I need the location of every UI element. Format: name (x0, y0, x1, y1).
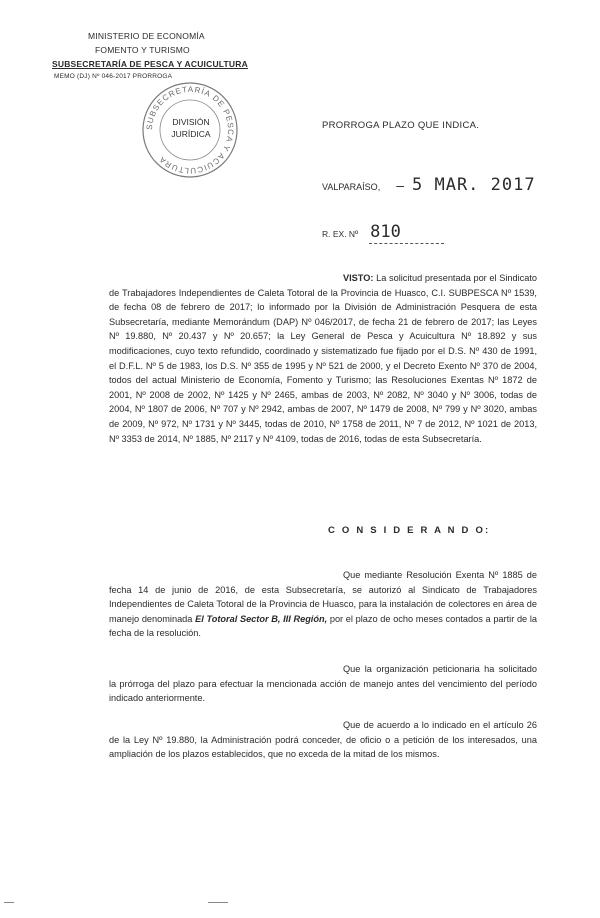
visto-paragraph (109, 271, 537, 446)
seal-center-text (164, 116, 218, 140)
seal-ring-text: SUBSECRETARÍA DE PESCA Y ACUICULTURA (144, 84, 236, 176)
date-city: VALPARAÍSO, (322, 182, 381, 192)
p1-text-start: Que mediante Resolución Exenta Nº 1885 de fecha 14 de junio de 2016, de esta Subsecretaría, se autorizó al Sindicato de Trabajadores Independientes de Caleta Totoral de la Provincia de Huasco, para la instalación de colectores en área de manejo denominada (109, 570, 537, 624)
p1-text-end: por el plazo de ocho meses contados a partir de la fecha de la resolución. (109, 613, 538, 639)
considerando-paragraph-3: Que de acuerdo a lo indicado en el artículo 26 de la Ley Nº 19.880, la Administración podrá conceder, de oficio o a petición de los interesados, una ampliación de los plazos establecidos, que no exceda de la mitad de los mismos. (109, 720, 537, 760)
resolution-number: 810 (370, 222, 401, 242)
date-line (322, 175, 536, 195)
resolution-line (322, 222, 401, 242)
considerando-paragraph-1 (109, 568, 537, 641)
ministry-name: MINISTERIO DE ECONOMÍA (88, 31, 205, 41)
resolution-label: R. EX. Nº (322, 229, 359, 239)
resolution-underline (369, 243, 444, 244)
p1-area-name: El Totoral Sector B, III Región, (195, 613, 328, 624)
date-dash: – (396, 177, 404, 193)
visto-text: La solicitud presentada por el Sindicato de Trabajadores Independientes de Caleta Totoral de la Provincia de Huasco, C.I. SUBPESCA Nº 1539, de fecha 08 de febrero de 2017; lo informado por la División de Administración Pesquera de esta Subsecretaría, mediante Memorándum (DAP) Nº 046/2017, de fecha 21 de febrero de 2017; las Leyes Nº 19.880, Nº 20.437 y Nº 20.657; la Ley General de Pesca y Acuicultura Nº 18.892 y sus modificaciones, cuyo texto refundido, coordinado y sistematizado fue fijado por el D.S. Nº 430 de 1991, el D.F.L. Nº 5 de 1983, los D.S. Nº 355 de 1995 y Nº 521 de 2000, y el Decreto Exento Nº 370 de 2004, todos del actual Ministerio de Economía, Fomento y Turismo; las Resoluciones Exentas Nº 1872 de 2001, Nº 2008 de 2002, Nº 1425 y Nº 2465, ambas de 2003, Nº 2082, Nº 3040 y Nº 3006, todas de 2004, Nº 1807 de 2006, Nº 707 y Nº 2942, ambas de 2007, Nº 1479 de 2008, Nº 799 y Nº 3020, ambas de 2009, Nº 972, Nº 1731 y Nº 3445, todas de 2010, Nº 1758 de 2011, Nº 7 de 2012, Nº 1021 de 2013, Nº 3353 de 2014, Nº 1885, Nº 2117 y Nº 4109, todas de 2016, todas de esta Subsecretaría. (109, 273, 537, 444)
subsecretaria-name: SUBSECRETARÍA DE PESCA Y ACUICULTURA (52, 59, 248, 69)
document-subject: PRORROGA PLAZO QUE INDICA. (322, 120, 480, 131)
ministry-subtitle: FOMENTO Y TURISMO (95, 45, 190, 55)
memo-reference: MEMO (DJ) Nº 046-2017 PRORROGA (54, 73, 173, 80)
seal-line-juridica: JURÍDICA (171, 129, 211, 139)
footer-mark-center (208, 902, 228, 903)
footer-mark-left (4, 902, 14, 903)
date-stamp: 5 MAR. 2017 (412, 175, 536, 195)
considerando-paragraph-2: Que la organización peticionaria ha solicitado la prórroga del plazo para efectuar la mencionada acción de manejo antes del vencimiento del período indicado anteriormente. (109, 664, 537, 704)
considerando-heading: C O N S I D E R A N D O: (328, 525, 491, 536)
seal-line-division: DIVISIÓN (172, 117, 210, 127)
visto-label: VISTO: (343, 273, 374, 283)
